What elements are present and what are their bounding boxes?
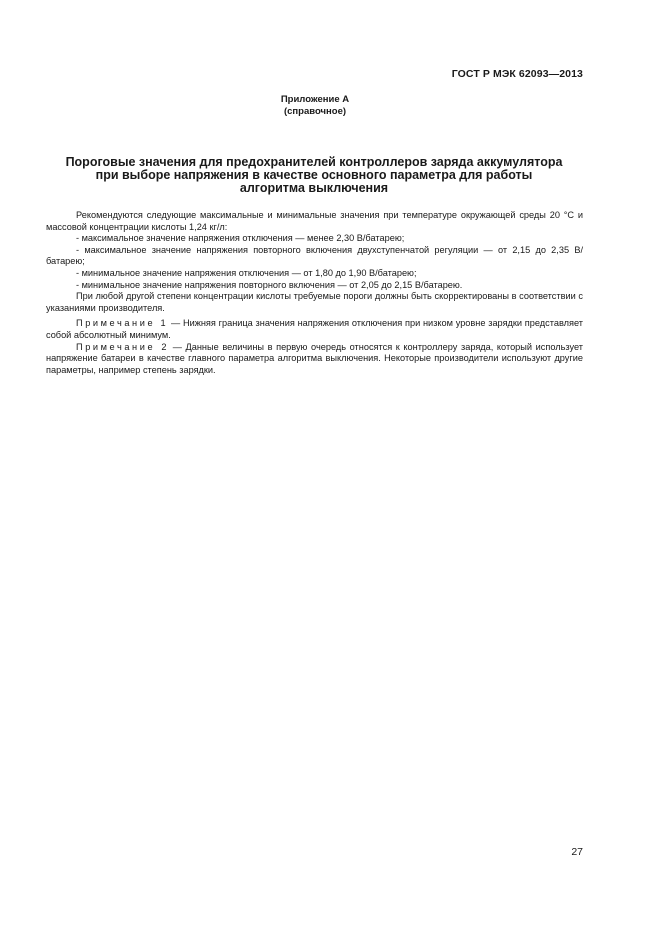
- title-line-1: Пороговые значения для предохранителей контроллеров заряда аккумулятора: [65, 155, 563, 169]
- body-text: [46, 210, 583, 376]
- list-item: - максимальное значение напряжения отключения — менее 2,30 В/батарею;: [76, 233, 405, 244]
- title-line-2: при выборе напряжения в качестве основного параметра для работы: [95, 168, 533, 182]
- note-2-text: — Данные величины в первую очередь относятся к контроллеру заряда, который использует напряжение батареи в качестве главного параметра алгоритма выключения. Некоторые производители используют другие параметры, например степень зарядки.: [46, 341, 583, 375]
- appendix-type: (справочное): [283, 106, 347, 117]
- note-2-label: Примечание 2: [76, 341, 170, 352]
- appendix-title: [44, 156, 584, 195]
- list-item: - максимальное значение напряжения повторного включения двухступенчатой регуляции — от 2,15 до 2,35 В/батарею;: [46, 244, 583, 267]
- page-number: 27: [571, 846, 583, 858]
- intro-paragraph: Рекомендуются следующие максимальные и минимальные значения при температуре окружающей среды 20 °С и массовой концентрации кислоты 1,24 кг/л:: [46, 210, 583, 232]
- appendix-label: Приложение А: [280, 94, 350, 105]
- document-code: ГОСТ Р МЭК 62093—2013: [451, 68, 583, 80]
- appendix-heading: [0, 94, 630, 118]
- list-item: - минимальное значение напряжения отключения — от 1,80 до 1,90 В/батарею;: [76, 267, 417, 278]
- note-1-label: Примечание 1: [76, 318, 169, 329]
- closing-paragraph: При любой другой степени концентрации кислоты требуемые пороги должны быть скорректированы в соответствии с указаниями производителя.: [46, 291, 583, 313]
- note-2: [46, 342, 583, 377]
- list-item: - минимальное значение напряжения повторного включения — от 2,05 до 2,15 В/батарею.: [76, 279, 463, 290]
- title-line-3: алгоритма выключения: [239, 181, 389, 195]
- note-1: [46, 318, 583, 341]
- note-1-text: — Нижняя граница значения напряжения отключения при низком уровне зарядки представляет собой абсолютный минимум.: [46, 318, 583, 340]
